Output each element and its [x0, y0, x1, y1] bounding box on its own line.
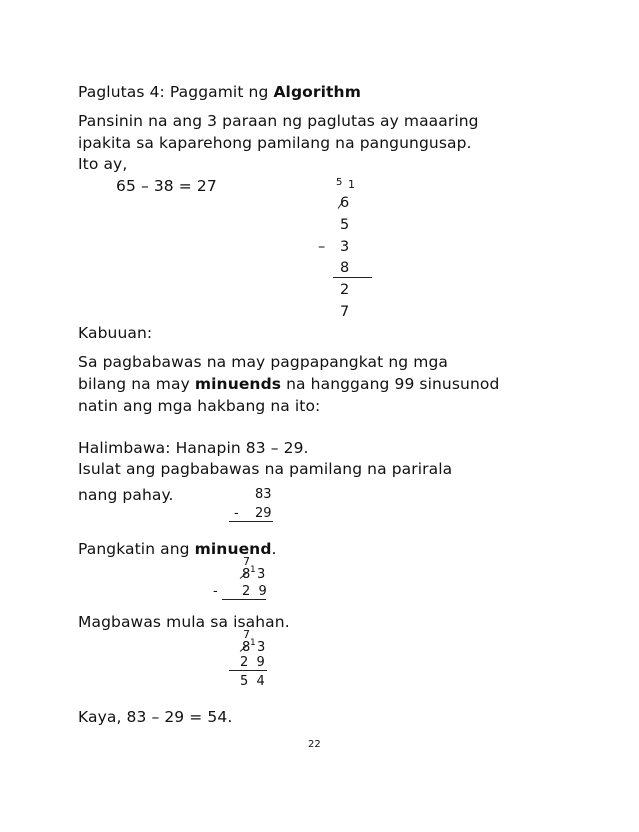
step2-heading-suffix: . — [271, 540, 277, 558]
step2-rule — [222, 599, 266, 600]
step3-bottom: 2 9 — [240, 655, 265, 670]
vertical-subtrahend-tens: 3 — [340, 239, 350, 255]
kabuuan-label: Kabuuan: — [78, 324, 153, 342]
vertical-result-ones: 7 — [340, 304, 350, 320]
step1-top: 83 — [255, 487, 272, 502]
step3-borrow: 7 — [243, 628, 250, 641]
conclusion: Kaya, 83 – 29 = 54. — [78, 708, 233, 726]
step3-top-second: 3 — [257, 640, 266, 655]
borrow-small-digit: 5 — [336, 177, 343, 188]
vertical-minus: – — [318, 239, 326, 255]
section-title-bold: Algorithm — [273, 83, 361, 101]
summary-line-2-bold: minuends — [194, 375, 282, 393]
step3-heading: Magbawas mula sa isahan. — [78, 613, 290, 631]
vertical-rule — [333, 277, 372, 278]
borrow-one-digit: 1 — [348, 178, 355, 191]
step1-minus: - — [234, 506, 239, 521]
vertical-digit-tens: 6 — [340, 195, 350, 211]
summary-line-2-suffix: na hanggang 99 sinusunod — [281, 375, 500, 393]
step3-carry: 1 — [250, 638, 256, 648]
example-line-1: Halimbawa: Hanapin 83 – 29. — [78, 439, 309, 457]
intro-line-3: Ito ay, — [78, 155, 128, 173]
summary-line-2 — [78, 374, 499, 394]
step2-bottom: 2 9 — [242, 584, 267, 599]
intro-line-1: Pansinin na ang 3 paraan ng paglutas ay maaaring — [78, 112, 479, 130]
step2-borrow: 7 — [243, 555, 250, 568]
step3-top-first: 8 — [242, 640, 251, 655]
step2-heading-bold: minuend — [194, 540, 272, 558]
section-title — [78, 82, 361, 102]
step2-heading-prefix: Pangkatin ang — [78, 540, 195, 558]
summary-line-1: Sa pagbabawas na may pagpapangkat ng mga — [78, 353, 448, 371]
example-line-3: nang pahay. — [78, 486, 174, 504]
example-line-2: Isulat ang pagbabawas na pamilang na parirala — [78, 460, 453, 478]
equation: 65 – 38 = 27 — [116, 177, 217, 195]
step3-result: 5 4 — [240, 674, 265, 689]
step2-minus: - — [213, 584, 218, 599]
step1-rule — [229, 521, 273, 522]
step2-top-first: 8 — [242, 567, 251, 582]
page-number: 22 — [308, 739, 321, 750]
summary-line-2-prefix: bilang na may — [78, 375, 195, 393]
vertical-digit-ones: 5 — [340, 217, 350, 233]
summary-line-3: natin ang mga hakbang na ito: — [78, 397, 321, 415]
step2-top-second: 3 — [257, 567, 266, 582]
vertical-result-tens: 2 — [340, 282, 350, 298]
step1-bottom: 29 — [255, 506, 272, 521]
step3-rule — [229, 670, 267, 671]
section-title-prefix: Paglutas 4: Paggamit ng — [78, 83, 274, 101]
intro-line-2: ipakita sa kaparehong pamilang na pangungusap. — [78, 134, 472, 152]
step2-carry: 1 — [250, 565, 256, 575]
vertical-subtrahend-ones: 8 — [340, 260, 350, 276]
